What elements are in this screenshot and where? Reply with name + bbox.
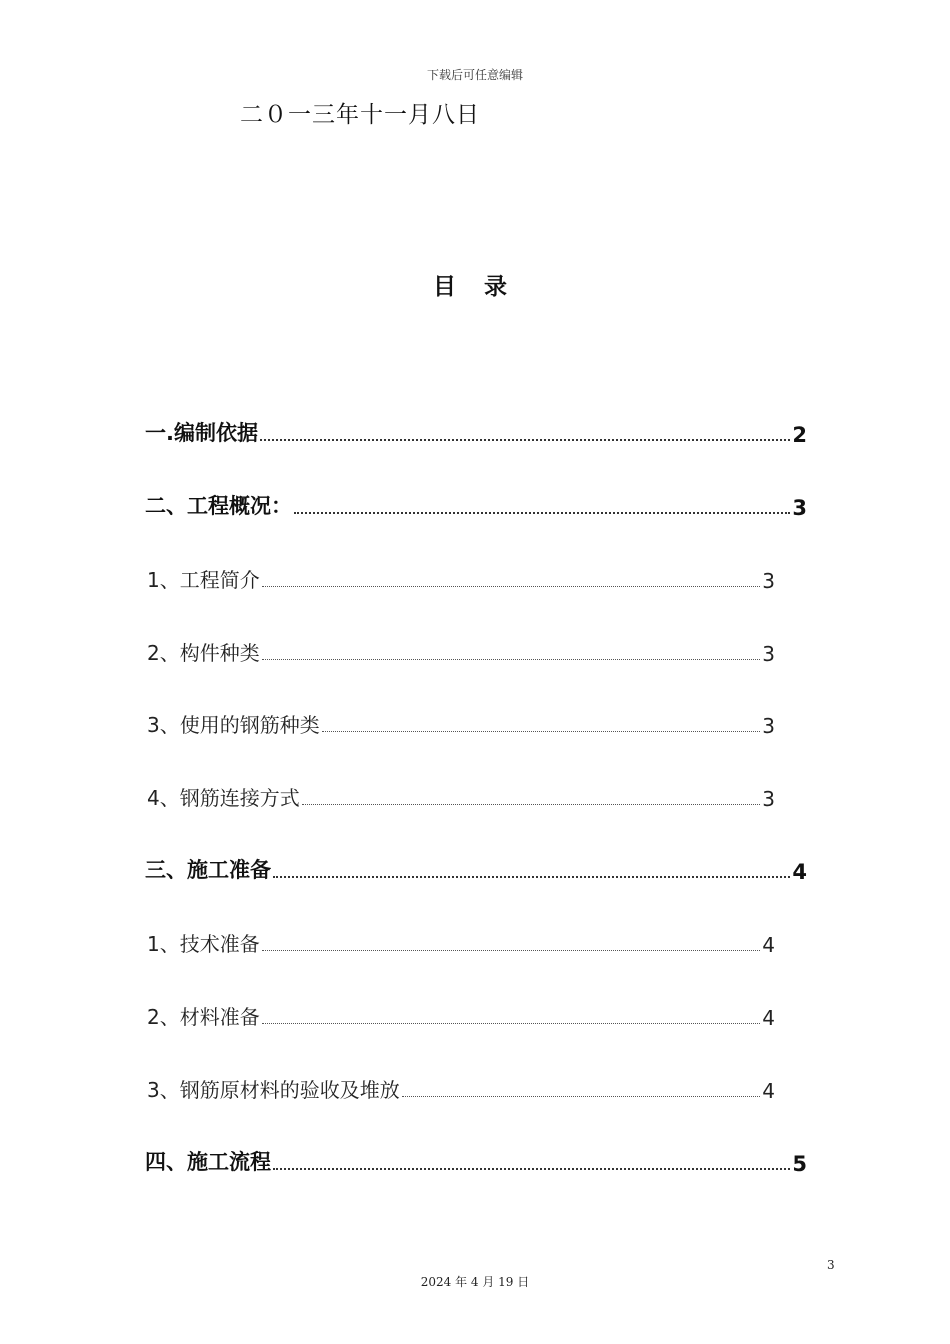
- toc-entry-label: 3、钢筋原材料的验收及堆放: [147, 1078, 400, 1102]
- toc-entry[interactable]: [147, 781, 775, 811]
- toc-entry-page: 5: [792, 1152, 807, 1176]
- page-number: 3: [827, 1258, 835, 1272]
- toc-entry[interactable]: [147, 563, 775, 593]
- toc-entry[interactable]: [147, 708, 775, 738]
- toc-entry-page: 2: [792, 423, 807, 447]
- toc-leader: [302, 803, 761, 805]
- toc-leader: [273, 875, 790, 878]
- toc-entry[interactable]: [147, 1073, 775, 1103]
- toc-entry-page: 3: [762, 642, 775, 666]
- toc-entry-page: 4: [762, 1006, 775, 1030]
- toc-entry[interactable]: [145, 490, 807, 520]
- toc-leader: [294, 511, 790, 514]
- toc-entry-label: 4、钢筋连接方式: [147, 786, 300, 810]
- toc-entry-page: 3: [792, 496, 807, 520]
- header-note: 下载后可任意编辑: [426, 68, 523, 82]
- toc-leader: [262, 949, 761, 951]
- toc-entry[interactable]: [145, 854, 807, 884]
- toc-entry-label: 2、构件种类: [147, 641, 260, 665]
- toc-entry-page: 3: [762, 569, 775, 593]
- toc-entry-page: 3: [762, 787, 775, 811]
- toc-entry[interactable]: [147, 636, 775, 666]
- toc-title: 目 录: [432, 274, 517, 300]
- toc-entry-label: 二、工程概况：: [145, 494, 292, 518]
- document-date: 二０一三年十一月八日: [240, 102, 480, 128]
- toc-leader: [273, 1167, 790, 1170]
- toc-leader: [262, 1022, 761, 1024]
- toc-leader: [260, 438, 790, 441]
- toc-entry-label: 3、使用的钢筋种类: [147, 713, 320, 737]
- toc-entry[interactable]: [145, 417, 807, 447]
- toc-entry[interactable]: [147, 1000, 775, 1030]
- toc-entry-page: 3: [762, 714, 775, 738]
- toc-leader: [402, 1095, 761, 1097]
- toc-leader: [322, 730, 761, 732]
- toc-entry[interactable]: [145, 1146, 807, 1176]
- footer-date: 2024 年 4 月 19 日: [420, 1275, 530, 1289]
- toc-entry-label: 2、材料准备: [147, 1005, 260, 1029]
- toc-leader: [262, 658, 761, 660]
- toc-entry-page: 4: [792, 860, 807, 884]
- toc-entry-label: 四、施工流程: [145, 1150, 271, 1174]
- toc-entry-page: 4: [762, 933, 775, 957]
- toc-entry-label: 1、技术准备: [147, 932, 260, 956]
- toc-entry-label: 三、施工准备: [145, 858, 271, 882]
- toc-entry-page: 4: [762, 1079, 775, 1103]
- toc-entry-label: 一.编制依据: [145, 421, 258, 445]
- toc-entry[interactable]: [147, 927, 775, 957]
- toc-leader: [262, 585, 761, 587]
- toc-entry-label: 1、工程简介: [147, 568, 260, 592]
